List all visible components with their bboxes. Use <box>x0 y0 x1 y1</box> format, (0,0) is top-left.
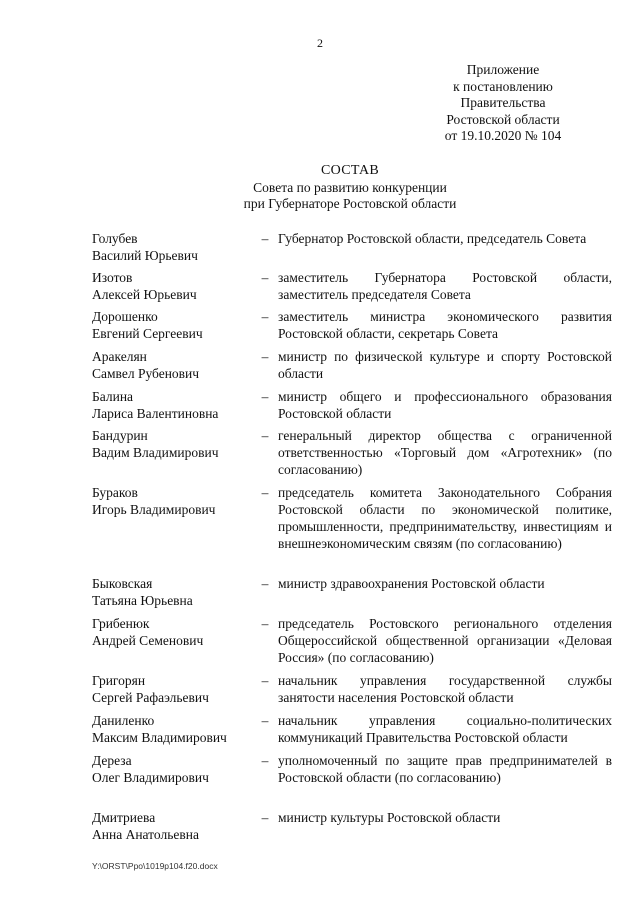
dash-separator: – <box>261 485 269 500</box>
dash-separator: – <box>261 673 269 688</box>
dash-separator: – <box>261 231 269 246</box>
member-position: председатель Ростовского регионального отделения Общероссийской общественной организации «Деловая Россия» (по согласованию) <box>278 616 612 665</box>
member-row <box>92 269 612 308</box>
dash-separator: – <box>261 810 269 825</box>
member-position: начальник управления социально-политических коммуникаций Правительства Ростовской области <box>278 713 612 745</box>
member-row <box>92 484 612 575</box>
member-given-names: Лариса Валентиновна <box>92 406 219 421</box>
appendix-line: к постановлению <box>453 78 553 94</box>
member-row <box>92 348 612 388</box>
member-row <box>92 388 612 427</box>
member-given-names: Игорь Владимирович <box>92 502 216 517</box>
dash-separator: – <box>261 349 269 364</box>
member-row <box>92 712 612 752</box>
member-surname: Дорошенко <box>92 309 158 324</box>
member-given-names: Максим Владимирович <box>92 730 227 745</box>
dash-separator: – <box>261 576 269 591</box>
member-surname: Бураков <box>92 485 138 500</box>
member-name <box>92 809 252 843</box>
member-position: министр культуры Ростовской области <box>278 810 501 825</box>
member-position: министр по физической культуре и спорту Ростовской области <box>278 349 612 381</box>
member-surname: Аракелян <box>92 349 147 364</box>
member-name <box>92 615 252 649</box>
member-name <box>92 230 252 264</box>
page-number: 2 <box>317 36 323 50</box>
member-name <box>92 575 252 609</box>
member-given-names: Алексей Юрьевич <box>92 287 197 302</box>
member-surname: Бандурин <box>92 428 148 443</box>
member-position: уполномоченный по защите прав предпринимателей в Ростовской области (по согласованию) <box>278 753 612 785</box>
member-surname: Дереза <box>92 753 132 768</box>
document-subtitle: при Губернаторе Ростовской области <box>243 196 457 211</box>
member-name <box>92 427 252 461</box>
member-surname: Грибенюк <box>92 616 150 631</box>
member-name <box>92 752 252 786</box>
member-name <box>92 348 252 382</box>
member-row <box>92 308 612 348</box>
member-row <box>92 615 612 672</box>
dash-separator: – <box>261 616 269 631</box>
member-name <box>92 672 252 706</box>
file-path-footer: Y:\ORST\Ppo\1019p104.f20.docx <box>92 861 218 871</box>
member-position: начальник управления государственной службы занятости населения Ростовской области <box>278 673 612 705</box>
member-row <box>92 809 612 849</box>
dash-separator: – <box>261 753 269 768</box>
member-position: генеральный директор общества с ограниченной ответственностью «Торговый дом «Агротехник» (по согласованию) <box>278 428 612 477</box>
member-surname: Григорян <box>92 673 146 688</box>
member-name <box>92 308 252 342</box>
member-position: министр здравоохранения Ростовской области <box>278 576 545 591</box>
member-given-names: Сергей Рафаэльевич <box>92 690 209 705</box>
member-position: заместитель Губернатора Ростовской области, заместитель председателя Совета <box>278 270 612 302</box>
appendix-line: от 19.10.2020 № 104 <box>444 128 562 143</box>
member-given-names: Анна Анатольевна <box>92 827 199 842</box>
member-surname: Быковская <box>92 576 153 591</box>
member-row <box>92 427 612 484</box>
member-given-names: Олег Владимирович <box>92 770 209 785</box>
appendix-line: Правительства <box>460 95 546 110</box>
member-position: заместитель министра экономического развития Ростовской области, секретарь Совета <box>278 309 612 341</box>
member-surname: Дмитриева <box>92 810 156 825</box>
member-row <box>92 672 612 712</box>
member-name <box>92 388 252 422</box>
member-position: министр общего и профессионального образования Ростовской области <box>278 389 612 421</box>
member-given-names: Татьяна Юрьевна <box>92 593 193 608</box>
member-name <box>92 484 252 518</box>
appendix-line: Приложение <box>466 62 540 77</box>
document-heading <box>0 163 640 213</box>
member-surname: Голубев <box>92 231 138 246</box>
member-surname: Изотов <box>92 270 133 285</box>
member-position: Губернатор Ростовской области, председатель Совета <box>278 231 587 246</box>
dash-separator: – <box>261 389 269 404</box>
member-given-names: Вадим Владимирович <box>92 445 219 460</box>
members-list <box>92 230 612 849</box>
document-title: СОСТАВ <box>320 163 380 178</box>
dash-separator: – <box>261 309 269 324</box>
dash-separator: – <box>261 428 269 443</box>
member-row <box>92 230 612 269</box>
dash-separator: – <box>261 713 269 728</box>
appendix-block <box>423 62 583 145</box>
member-name <box>92 269 252 303</box>
dash-separator: – <box>261 270 269 285</box>
member-given-names: Андрей Семенович <box>92 633 204 648</box>
document-subtitle: Совета по развитию конкуренции <box>253 179 447 195</box>
member-surname: Балина <box>92 389 134 404</box>
appendix-line: Ростовской области <box>446 111 560 127</box>
member-name <box>92 712 252 746</box>
member-row <box>92 752 612 809</box>
member-row <box>92 575 612 615</box>
member-given-names: Василий Юрьевич <box>92 248 198 263</box>
member-surname: Даниленко <box>92 713 155 728</box>
member-given-names: Евгений Сергеевич <box>92 326 203 341</box>
member-position: председатель комитета Законодательного Собрания Ростовской области по экономической политике, промышленности, предпринимательству, инвестициям и внешнеэкономическим связям (по согласованию) <box>278 485 612 551</box>
member-given-names: Самвел Рубенович <box>92 366 200 381</box>
